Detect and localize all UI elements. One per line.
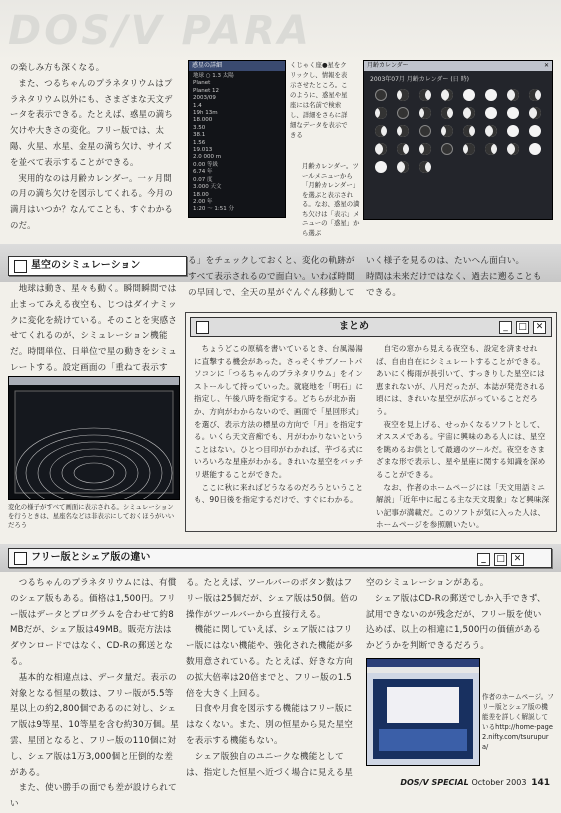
footer xyxy=(390,778,550,788)
data-row: 2.0 000 m xyxy=(193,154,222,161)
star-sim-para: 地球は動き、星々も動く。瞬間瞬間では止まってみえる夜空も、じつはダイナミックに変化を続けている。そのことを実感させてくれるのが、シミュレーション機能だ。時間単位、日単位で星の動きをシミュレートする。設定画面の「重ねて表示す xyxy=(10,284,178,373)
moon-phase-icon xyxy=(485,143,497,155)
top-para-3: 実用的なのは月齢カレンダー。一ヶ月間の月の満ち欠けを図示してくれる。今月の満月はいつか？なんてことも、すぐわかるのだ。 xyxy=(10,172,173,230)
versions-col2-3: 日食や月食を図示する機能はフリー版にはなくない。また、別の恒星から見た星空を表示する機能もない。 xyxy=(186,704,354,746)
star-sim-text xyxy=(10,282,180,377)
summary-right-1: 自宅の窓から見える夜空も、設定を済ませれば、自由自在にシミュレートすることができる。あいにく梅雨が長引いて、すっきりした星空には恵まれないが、八月だったが、本誌が発売される頃には、きれいな星空が広がっていることだろう。 xyxy=(376,344,546,416)
bullet-square-icon xyxy=(14,552,27,565)
data-caption: くじゃく座●星をクリックし、情報を表示させたところ。このように、惑星や星座には名前で検索し、詳細をさらに詳細なデータを表示できる xyxy=(290,61,348,139)
moon-phase-icon xyxy=(529,89,541,101)
footer-page: 141 xyxy=(531,778,550,788)
data-row: 地球 ○ 1.3 太陽 xyxy=(193,73,234,79)
summary-right xyxy=(376,343,550,532)
data-row: 1:20 〜 1:51 分 xyxy=(193,206,234,213)
calendar-titlebar xyxy=(364,61,552,71)
moon-phase-icon xyxy=(419,89,431,101)
moon-phase-icon xyxy=(397,125,409,137)
homepage-caption: 作者のホームページ。フリー版とシェア版の機能差を詳しく解説しているhttp://home-page2.nifty.com/tsurupura/ xyxy=(482,693,554,751)
calendar-title: 月齢カレンダー xyxy=(367,62,409,69)
data-row: 0.00 等級 xyxy=(193,161,218,168)
moon-phase-icon xyxy=(463,107,475,119)
moon-phase-icon xyxy=(529,143,541,155)
data-row: Planet xyxy=(193,80,211,87)
header-logo-band xyxy=(0,0,561,62)
data-row: 19h 13m xyxy=(193,110,218,117)
moon-phase-icon xyxy=(441,107,453,119)
top-para-1: の楽しみ方も深くなる。 xyxy=(10,62,105,72)
moon-phase-icon xyxy=(397,143,409,155)
close-icon[interactable]: ✕ xyxy=(533,321,546,334)
moon-phase-icon xyxy=(507,89,519,101)
calendar-caption: 月齢カレンダー。ツールメニューから「月齢カレンダー」を選ぶと表示される。なお、惑星の満ち欠けは「表示」メニューの「惑星」から選ぶ xyxy=(302,162,360,237)
moon-phase-icon xyxy=(463,143,475,155)
data-row: 3.000 天文 xyxy=(193,184,222,191)
moon-phase-icon xyxy=(507,143,519,155)
data-row: 38.1 xyxy=(193,132,206,139)
versions-col-1 xyxy=(10,576,180,813)
close-icon[interactable]: ✕ xyxy=(511,553,524,566)
versions-col3-2: シェア版はCD-Rの郵送でしか入手できず、試用できないのが残念だが、フリー版を使い込めば、以上の相違に1,500円の価値があるかどうかを判断できるだろう。 xyxy=(366,593,546,652)
data-row: 1.4 xyxy=(193,102,202,109)
versions-col2-4: シェア版独自のユニークな機能としては、指定した恒星へ近づく場合に見える星 xyxy=(186,751,354,778)
header-logo: DOS/V PARA xyxy=(8,8,312,54)
summary-right-3: なお、作者のホームページには「天文用語ミニ解説」「近年中に起こる主な天文現象」など興味深い記事が満載だ。このソフトが気に入った人は、ホームページを参照願いたい。 xyxy=(376,482,550,530)
moon-phase-icon xyxy=(419,143,431,155)
moon-phase-icon xyxy=(441,143,453,155)
data-row: 6.74 年 xyxy=(193,169,213,176)
moon-grid xyxy=(364,86,552,176)
moon-phase-icon xyxy=(419,161,431,173)
summary-left-1: ちょうどこの原稿を書いているとき、台風湯湯に直撃する機会があった。さっそくサブノートパソコンに「つるちゃんのプラネタリウム」をインストールして持っていった。就寝地を「明石」に指定し、午後八時を指定する。どちらが北か南か、方向がわからないので、画面で「星回形式」を選び、表示方法の標星の方向で「月」を指定する。いくら天文音痴でも、月がわかりないということはない。ひとつ目印がわかれば、芋づる式にいろいろな星座がわかる。きれいな星空をバッチリ堪能することができた。 xyxy=(194,344,364,479)
moon-phase-icon xyxy=(419,107,431,119)
versions-col-2 xyxy=(186,576,358,781)
moon-calendar-screenshot xyxy=(363,60,553,220)
data-row: 1.56 xyxy=(193,139,206,146)
summary-left xyxy=(194,343,368,507)
versions-col1-3: また、使い勝手の面でも差が設けられてい xyxy=(10,783,177,810)
summary-title-bar xyxy=(190,317,552,337)
minimize-icon[interactable]: _ xyxy=(499,321,512,334)
versions-title: フリー版とシェア版の違い xyxy=(31,552,151,563)
bullet-square-icon xyxy=(14,260,27,273)
moon-phase-icon xyxy=(441,89,453,101)
data-row: Planet 12 xyxy=(193,87,219,94)
moon-phase-icon xyxy=(463,89,475,101)
data-row: 19.013 xyxy=(193,147,213,154)
summary-box xyxy=(185,312,557,532)
star-trails-graphic xyxy=(9,385,179,499)
window-titlebar xyxy=(189,61,285,71)
moon-phase-icon xyxy=(375,125,387,137)
moon-phase-icon xyxy=(375,143,387,155)
star-sim-title: 星空のシミュレーション xyxy=(31,260,141,271)
versions-col-3 xyxy=(366,576,546,655)
moon-phase-icon xyxy=(441,125,453,137)
moon-phase-icon xyxy=(507,107,519,119)
section-title-star-sim xyxy=(8,256,187,276)
moon-phase-icon xyxy=(375,161,387,173)
star-sim-caption: 変化の様子がすべて画面に表示される。シミュレーションを行うときは、星座名などは非表示にしておくほうがいいだろう xyxy=(8,503,175,529)
data-rows xyxy=(189,71,285,216)
moon-phase-icon xyxy=(507,125,519,137)
versions-col1-2: 基本的な相違点は、データ量だ。表示の対象となる恒星の数は、フリー版が5.5等星以上の約2,800個であるのに対し、シェア版は9等星、10等星を含む約30万個。星雲、星団となると、フリー版の110個に対し、シェア版は1万3,000個と圧倒的な差がある。 xyxy=(10,672,180,778)
versions-col3-1: 空のシミュレーションがある。 xyxy=(366,578,489,588)
continuation-right: いく様子を見るのは、たいへん面白い。 時間は未来だけではなく、過去に遡ることもできる。 xyxy=(366,256,542,298)
close-icon[interactable]: ✕ xyxy=(543,62,549,69)
versions-col2-1: る。たとえば、ツールバーのボタン数はフリー版は25個だが、シェア版は50個。倍の操作がツールバーから直接行える。 xyxy=(186,578,358,620)
moon-phase-icon xyxy=(375,107,387,119)
data-row: 2.00 年 xyxy=(193,198,213,205)
moon-phase-icon xyxy=(485,89,497,101)
section-title-versions xyxy=(8,548,552,568)
minimize-icon[interactable]: _ xyxy=(477,553,490,566)
top-para-2: また、つるちゃんのプラネタリウムはプラネタリウム以外にも、さまざまな天文データを表示できる。たとえば、惑星の満ち欠けや大きさの変化。フリー版では、太陽、火星、水星、金星の満ち欠け、サイズを並べて表示することができる。 xyxy=(10,77,173,167)
simulation-screenshot xyxy=(8,376,180,500)
data-row: 18.00 xyxy=(193,191,209,198)
maximize-icon[interactable]: □ xyxy=(516,321,529,334)
data-row: 18.000 xyxy=(193,117,213,124)
moon-phase-icon xyxy=(529,125,541,137)
footer-magazine: DOS/V SPECIAL xyxy=(400,778,469,787)
data-row: 3.50 xyxy=(193,124,206,131)
window-title: 惑星の詳細 xyxy=(192,62,223,69)
moon-phase-icon xyxy=(463,125,475,137)
summary-right-2: 夜空を見上げる、せっかくなるソフトとして、オススメである。宇宙に興味のある人には、星空を眺めるお供として最適のツールだ。夜空をさまざまな形で表示し、星や星座に関する知識を深めることができる。 xyxy=(376,419,546,479)
footer-issue: October 2003 xyxy=(471,778,527,787)
moon-phase-icon xyxy=(397,161,409,173)
moon-phase-icon xyxy=(397,107,409,119)
versions-col1-1: つるちゃんのプラネタリウムには、有償のシェア版もある。価格は1,500円。フリー版はデータとプログラムを合わせて約8MBだが、シェア版は49MB。販売方法はダウンロードではなく、CD-Rの郵送となる。 xyxy=(10,578,177,667)
versions-col2-2: 機能に関していえば、シェア版にはフリー版にはない機能や、強化された機能が多数用意されている。たとえば、好きな方向の拡大倍率は20倍までと、フリー版の1.5倍を大きく上回る。 xyxy=(186,625,354,699)
summary-title: まとめ xyxy=(339,321,369,332)
maximize-icon[interactable]: □ xyxy=(494,553,507,566)
moon-phase-icon xyxy=(529,107,541,119)
moon-phase-icon xyxy=(397,89,409,101)
moon-phase-icon xyxy=(375,89,387,101)
bullet-square-icon xyxy=(196,321,209,334)
moon-phase-icon xyxy=(485,125,497,137)
data-row: 0.07 度 xyxy=(193,176,213,183)
summary-left-2: ここに秋に来ればどうなるのだろうということも、90日後を指定するだけで、すぐにわかる。 xyxy=(194,482,364,505)
calendar-heading: 2003年07月 月齢カレンダー (日 時) xyxy=(370,76,469,83)
star-data-window-screenshot xyxy=(188,60,286,218)
moon-phase-icon xyxy=(485,107,497,119)
continuation-mid: る」をチェックしておくと、変化の軌跡がすべて表示されるので面白い。いわば時間の早回しで、全天の星がぐんぐん移動して xyxy=(188,256,355,298)
homepage-screenshot xyxy=(366,658,480,766)
data-row: 2003/09 xyxy=(193,95,216,102)
top-article xyxy=(10,60,180,234)
moon-phase-icon xyxy=(419,125,431,137)
